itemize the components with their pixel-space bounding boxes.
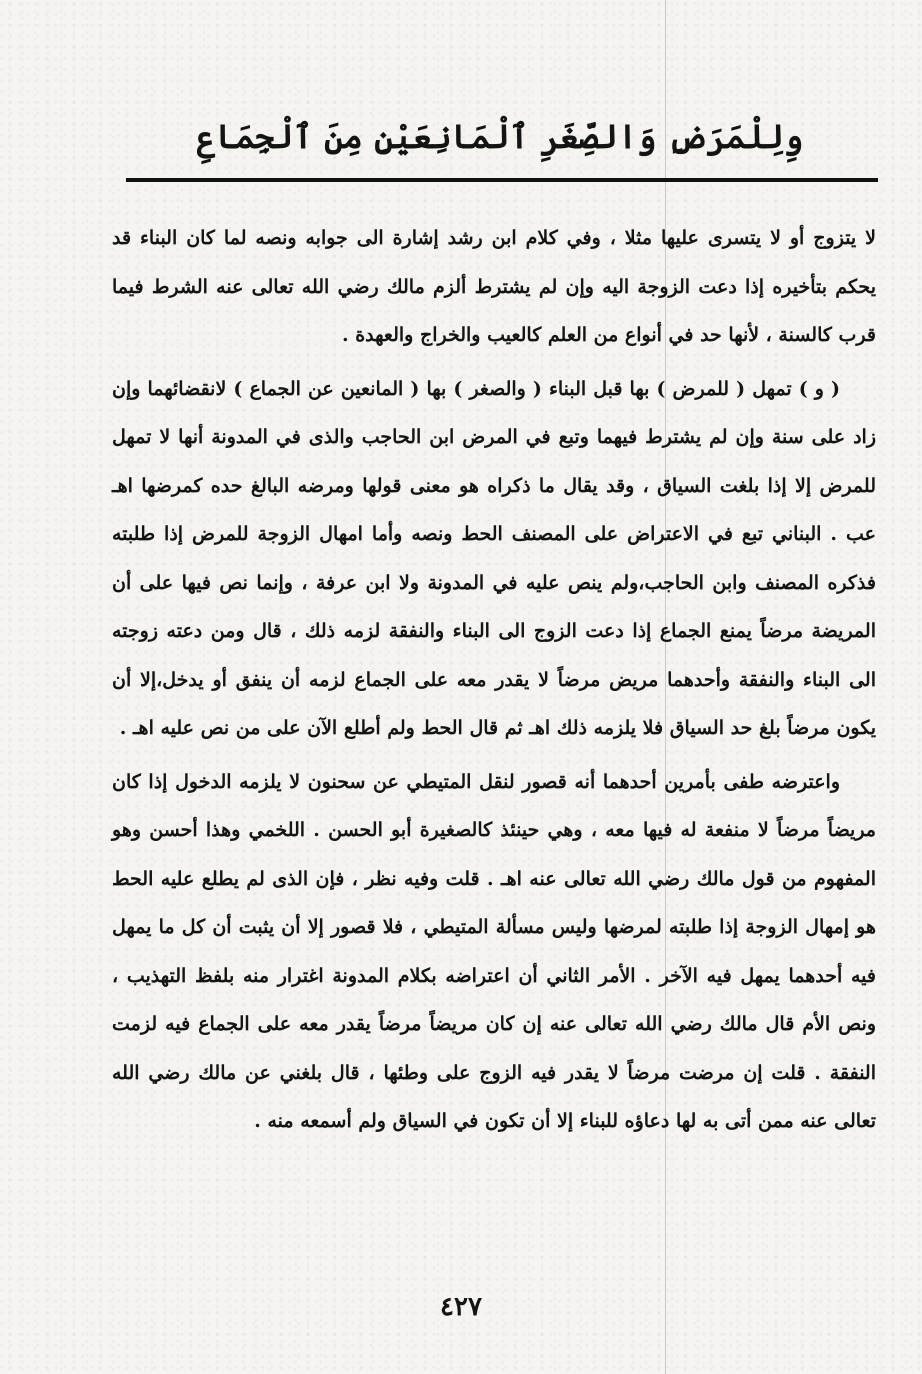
- heading-rule: [126, 178, 878, 182]
- paragraph-2: ( و ) تمهل ( للمرض ) بها قبل البناء ( والصغر ) بها ( المانعين عن الجماع ) لانقضائهما وإن زاد على سنة وإن لم يشترط فيهما وتبع في المرض ابن الحاجب والذى في المدونة أنها لا تمهل للمرض إلا إذا بلغت السياق ، وقد يقال ما ذكراه هو معنى قولها ومرضه البالغ حده كمرضها اهـ عب . البناني تبع في الاعتراض على المصنف الحط ونصه وأما امهال الزوجة للمرض إذا طلبته فذكره المصنف وابن الحاجب،ولم ينص عليه في المدونة ولا ابن عرفة ، وإنما نص فيها على أن المريضة مرضاً يمنع الجماع إذا دعت الزوج الى البناء والنفقة لزمه ذلك ، قال ومن دعته زوجته الى البناء والنفقة وأحدهما مريض مرضاً لا يقدر معه على الجماع لزمه أن ينفق أو يدخل،إلا أن يكون مرضاً بلغ حد السياق فلا يلزمه ذلك اهـ ثم قال الحط ولم أطلع الآن على من نص عليه اهـ .: [112, 377, 876, 739]
- paragraph-3: واعترضه طفى بأمرين أحدهما أنه قصور لنقل المتيطي عن سحنون لا يلزمه الدخول إذا كان مريضاً مرضاً لا منفعة له فيها معه ، وهي حينئذ كالصغيرة أبو الحسن . اللخمي وهذا أحسن وهو المفهوم من قول مالك رضي الله تعالى عنه اهـ . قلت وفيه نظر ، فإن الذى لم يطلع عليه الحط هو إمهال الزوجة إذا طلبته لمرضها وليس مسألة المتيطي ، فلا قصور إلا أن يثبت أن كل ما يمهل فيه أحدهما يمهل فيه الآخر . الأمر الثاني أن اعتراضه بكلام المدونة اغترار منه بلفظ التهذيب ، ونص الأم قال مالك رضي الله تعالى عنه إن كان مريضاً مرضاً يقدر معه على الجماع فيه لزمت النفقة . قلت إن مرضت مرضاً لا يقدر فيه الزوج على وطئها ، قال بلغني عن مالك رضي الله تعالى عنه ممن أتى به لها دعاؤه للبناء إلا أن تكون في السياق ولم أسمعه منه .: [112, 770, 876, 1132]
- section-heading: وِلِلْمَرَضِ وَالصِّغَرِ ٱلْمَانِعَيْنِ مِنَ ٱلْجِمَاعِ: [196, 117, 804, 156]
- paragraph-1: لا يتزوج أو لا يتسرى عليها مثلا ، وفي كلام ابن رشد إشارة الى جوابه ونصه لما كان البناء قد يحكم بتأخيره إذا دعت الزوجة اليه وإن لم يشترط ألزم مالك رضي الله تعالى عنه الشرط فيما قرب كالسنة ، لأنها حد في أنواع من العلم كالعيب والخراج والعهدة .: [112, 227, 876, 346]
- page-number: ٤٢٧: [440, 1292, 482, 1322]
- main-text: [112, 214, 876, 1146]
